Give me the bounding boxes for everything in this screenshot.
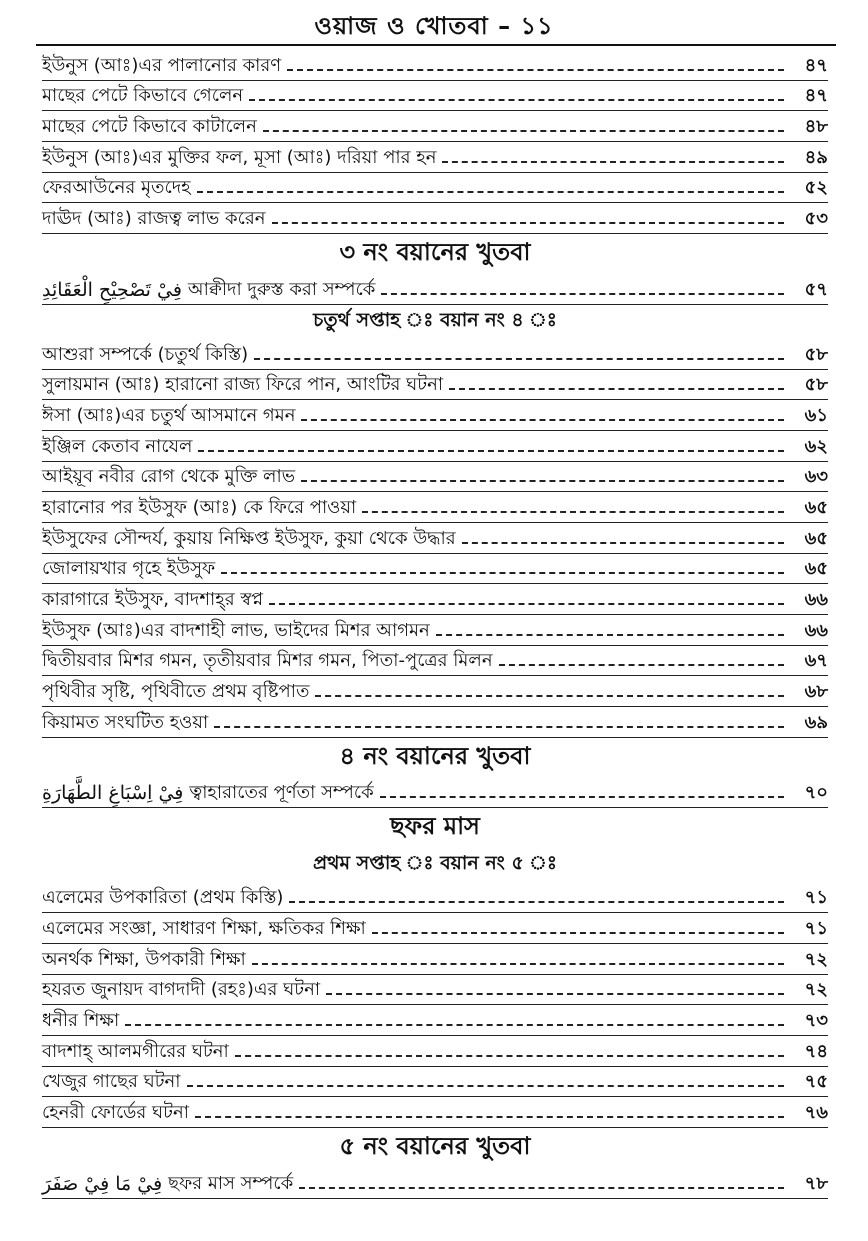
toc-dot-leader: [462, 542, 784, 544]
toc-entry: [42, 975, 828, 1006]
toc-entry-arabic: فِيْ مَا فِيْ صَفَرَ: [42, 1172, 163, 1195]
toc-entry: [42, 584, 828, 615]
toc-entry-title: সুলায়মান (আঃ) হারানো রাজ্য ফিরে পান, আংটির ঘটনা: [42, 374, 444, 396]
toc-dot-leader: [449, 388, 784, 390]
toc-entry-title: ত্বাহারাতের পূর্ণতা সম্পর্কে: [189, 782, 374, 804]
toc-entry-arabic: فِيْ تَصْحِيْحِ الْعَقَائِدِ: [42, 278, 182, 301]
toc-entry-title: ধনীর শিক্ষা: [42, 1009, 120, 1031]
toc-entry: [42, 274, 828, 305]
toc-entry-page-number: ৭২: [804, 948, 828, 970]
toc-dot-leader: [263, 130, 784, 132]
toc-entry-page-number: ৪৯: [804, 146, 828, 168]
section-heading: ছফর মাস: [390, 812, 480, 841]
toc-entry: [42, 646, 828, 677]
toc-dot-leader: [235, 1055, 784, 1057]
toc-entry-title: কিয়ামত সংঘটিত হওয়া: [42, 711, 209, 733]
toc-entry: [42, 944, 828, 975]
toc-dot-leader: [381, 293, 784, 295]
toc-entry: [42, 81, 828, 112]
toc-entry-title: খেজুর গাছের ঘটনা: [42, 1071, 181, 1093]
toc-entry: [42, 111, 828, 142]
toc-entry-page-number: ৪৮: [804, 116, 828, 138]
toc-entry-title: দ্বিতীয়বার মিশর গমন, তৃতীয়বার মিশর গমন, পিতা-পুত্রের মিলন: [42, 650, 493, 672]
toc-entry: [42, 882, 828, 913]
toc-entry-title: অনর্থক শিক্ষা, উপকারী শিক্ষা: [42, 948, 246, 970]
header-divider: [36, 44, 836, 46]
section-heading: ৩ নং বয়ানের খুতবা: [339, 238, 531, 267]
toc-entry: [42, 462, 828, 493]
toc-entry-page-number: ৬৬: [804, 619, 828, 641]
toc-dot-leader: [252, 963, 784, 965]
toc-entry: [42, 615, 828, 646]
toc-entry-page-number: ৬৬: [804, 589, 828, 610]
toc-entry: [42, 431, 828, 462]
toc-entry-page-number: ৬৫: [804, 527, 828, 549]
toc-entry-page-number: ৪৭: [804, 54, 828, 76]
toc-entry-title: মাছের পেটে কিভাবে গেলেন: [42, 85, 244, 107]
toc-dot-leader: [362, 511, 784, 513]
toc-entry: [42, 203, 828, 234]
toc-entry-page-number: ৫৩: [804, 208, 828, 230]
toc-entry-title: কারাগারে ইউসুফ, বাদশাহ্‌র স্বপ্ন: [42, 589, 264, 610]
toc-entry-title: ফেরআউনের মৃতদেহ: [42, 177, 191, 199]
toc-dot-leader: [287, 69, 784, 71]
toc-entry-page-number: ৬৫: [804, 496, 828, 518]
toc-entry-title: ঈসা (আঃ)এর চতুর্থ আসমানে গমন: [42, 404, 296, 426]
toc-entry-title: ছফর মাস সম্পর্কে: [168, 1172, 294, 1194]
toc-entry: [42, 913, 828, 944]
toc-entry-page-number: ৫৮: [804, 343, 828, 365]
toc-entry-page-number: ৭০: [804, 782, 828, 804]
toc-entry: [42, 523, 828, 554]
toc-entry-page-number: ৭৮: [804, 1172, 828, 1194]
toc-entry-arabic: فِيْ اِسْبَاغِ الطَّهَارَةِ: [42, 782, 184, 805]
toc-entry-page-number: ৬২: [804, 435, 828, 457]
toc-entry-title: এলেমের সংজ্ঞা, সাধারণ শিক্ষা, ক্ষতিকর শিক্ষা: [42, 917, 366, 939]
toc-entry-page-number: ৬৯: [804, 711, 828, 733]
toc-dot-leader: [198, 450, 784, 452]
toc-entry: [42, 1097, 828, 1128]
toc-entry-page-number: ৬৫: [804, 558, 828, 580]
section-heading: ৫ নং বয়ানের খুতবা: [339, 1131, 531, 1160]
table-of-contents: [42, 50, 828, 1199]
toc-entry-title: এলেমের উপকারিতা (প্রথম কিস্তি): [42, 887, 284, 909]
toc-entry-title: আইয়ূব নবীর রোগ থেকে মুক্তি লাভ: [42, 466, 296, 488]
toc-dot-leader: [372, 932, 784, 934]
page-header: ওয়াজ ও খোতবা – ১১: [314, 12, 554, 40]
toc-entry: [42, 492, 828, 523]
toc-dot-leader: [289, 901, 784, 903]
toc-entry-page-number: ৭৩: [804, 1009, 828, 1031]
toc-entry: [42, 707, 828, 738]
toc-entry-page-number: ৭৪: [804, 1040, 828, 1062]
toc-entry-page-number: ৬১: [804, 404, 828, 426]
toc-dot-leader: [442, 161, 784, 163]
toc-dot-leader: [254, 358, 784, 360]
toc-dot-leader: [301, 419, 784, 421]
toc-entry: [42, 554, 828, 585]
toc-dot-leader: [125, 1024, 784, 1026]
toc-dot-leader: [269, 603, 784, 605]
toc-dot-leader: [380, 796, 784, 798]
toc-entry-page-number: ৭৬: [804, 1101, 828, 1123]
toc-dot-leader: [195, 1116, 784, 1118]
toc-entry-title: আশুরা সম্পর্কে (চতুর্থ কিস্তি): [42, 343, 249, 365]
toc-entry-title: ইউনুস (আঃ)এর পালানোর কারণ: [42, 54, 282, 76]
section-heading: ৪ নং বয়ানের খুতবা: [339, 741, 531, 770]
toc-entry: [42, 778, 828, 809]
toc-entry: [42, 339, 828, 370]
toc-entry-title: মাছের পেটে কিভাবে কাটালেন: [42, 116, 257, 138]
section-subheading: চতুর্থ সপ্তাহ ঃ বয়ান নং ৪ ঃ: [313, 308, 557, 331]
toc-dot-leader: [197, 191, 784, 193]
toc-entry-page-number: ৭১: [804, 887, 828, 909]
toc-entry-title: ইউনুস (আঃ)এর মুক্তির ফল, মূসা (আঃ) দরিয়া পার হন: [42, 146, 437, 168]
toc-entry-page-number: ৬৮: [804, 681, 828, 703]
toc-entry-page-number: ৬৩: [804, 466, 828, 488]
section-subheading: প্রথম সপ্তাহ ঃ বয়ান নং ৫ ঃ: [313, 852, 557, 875]
toc-entry-title: ইউসুফ (আঃ)এর বাদশাহী লাভ, ভাইদের মিশর আগমন: [42, 619, 430, 641]
toc-dot-leader: [299, 1187, 784, 1189]
toc-dot-leader: [187, 1085, 784, 1087]
toc-dot-leader: [326, 993, 784, 995]
toc-entry: [42, 370, 828, 401]
toc-entry: [42, 1005, 828, 1036]
toc-entry: [42, 676, 828, 707]
toc-entry-title: আক্বীদা দুরুস্ত করা সম্পর্কে: [187, 278, 376, 300]
toc-entry: [42, 1036, 828, 1067]
toc-entry-title: হেনরী ফোর্ডের ঘটনা: [42, 1101, 189, 1123]
toc-dot-leader: [249, 99, 784, 101]
toc-entry-title: জোলায়খার গৃহে ইউসুফ: [42, 558, 216, 580]
toc-entry-page-number: ৬৭: [804, 650, 828, 672]
toc-entry-page-number: ৪৭: [804, 85, 828, 107]
toc-entry-title: হযরত জুনায়দ বাগদাদী (রহঃ)এর ঘটনা: [42, 979, 321, 1001]
toc-entry: [42, 142, 828, 173]
toc-dot-leader: [272, 222, 785, 224]
toc-entry: [42, 173, 828, 204]
toc-entry: [42, 1067, 828, 1098]
toc-dot-leader: [436, 634, 784, 636]
toc-entry-title: ইঞ্জিল কেতাব নাযেল: [42, 435, 193, 457]
toc-entry-page-number: ৫৭: [804, 278, 828, 300]
toc-entry-title: পৃথিবীর সৃষ্টি, পৃথিবীতে প্রথম বৃষ্টিপাত: [42, 681, 310, 703]
toc-entry-page-number: ৫৮: [804, 374, 828, 396]
toc-entry-title: দাঊদ (আঃ) রাজত্ব লাভ করেন: [42, 208, 266, 230]
toc-entry: [42, 50, 828, 81]
toc-entry-page-number: ৭১: [804, 917, 828, 939]
toc-entry: [42, 1168, 828, 1199]
toc-entry-title: হারানোর পর ইউসুফ (আঃ) কে ফিরে পাওয়া: [42, 496, 357, 518]
toc-entry-page-number: ৭৫: [804, 1071, 828, 1093]
toc-entry-title: বাদশাহ্‌ আলমগীরের ঘটনা: [42, 1040, 229, 1062]
toc-dot-leader: [315, 695, 784, 697]
toc-entry-page-number: ৫২: [804, 177, 828, 199]
toc-dot-leader: [214, 726, 784, 728]
toc-dot-leader: [499, 664, 784, 666]
toc-entry-page-number: ৭২: [804, 979, 828, 1001]
toc-dot-leader: [301, 480, 784, 482]
toc-dot-leader: [221, 572, 784, 574]
toc-entry-title: ইউসুফের সৌন্দর্য, কুয়ায় নিক্ষিপ্ত ইউসুফ, কুয়া থেকে উদ্ধার: [42, 527, 456, 549]
toc-entry: [42, 400, 828, 431]
